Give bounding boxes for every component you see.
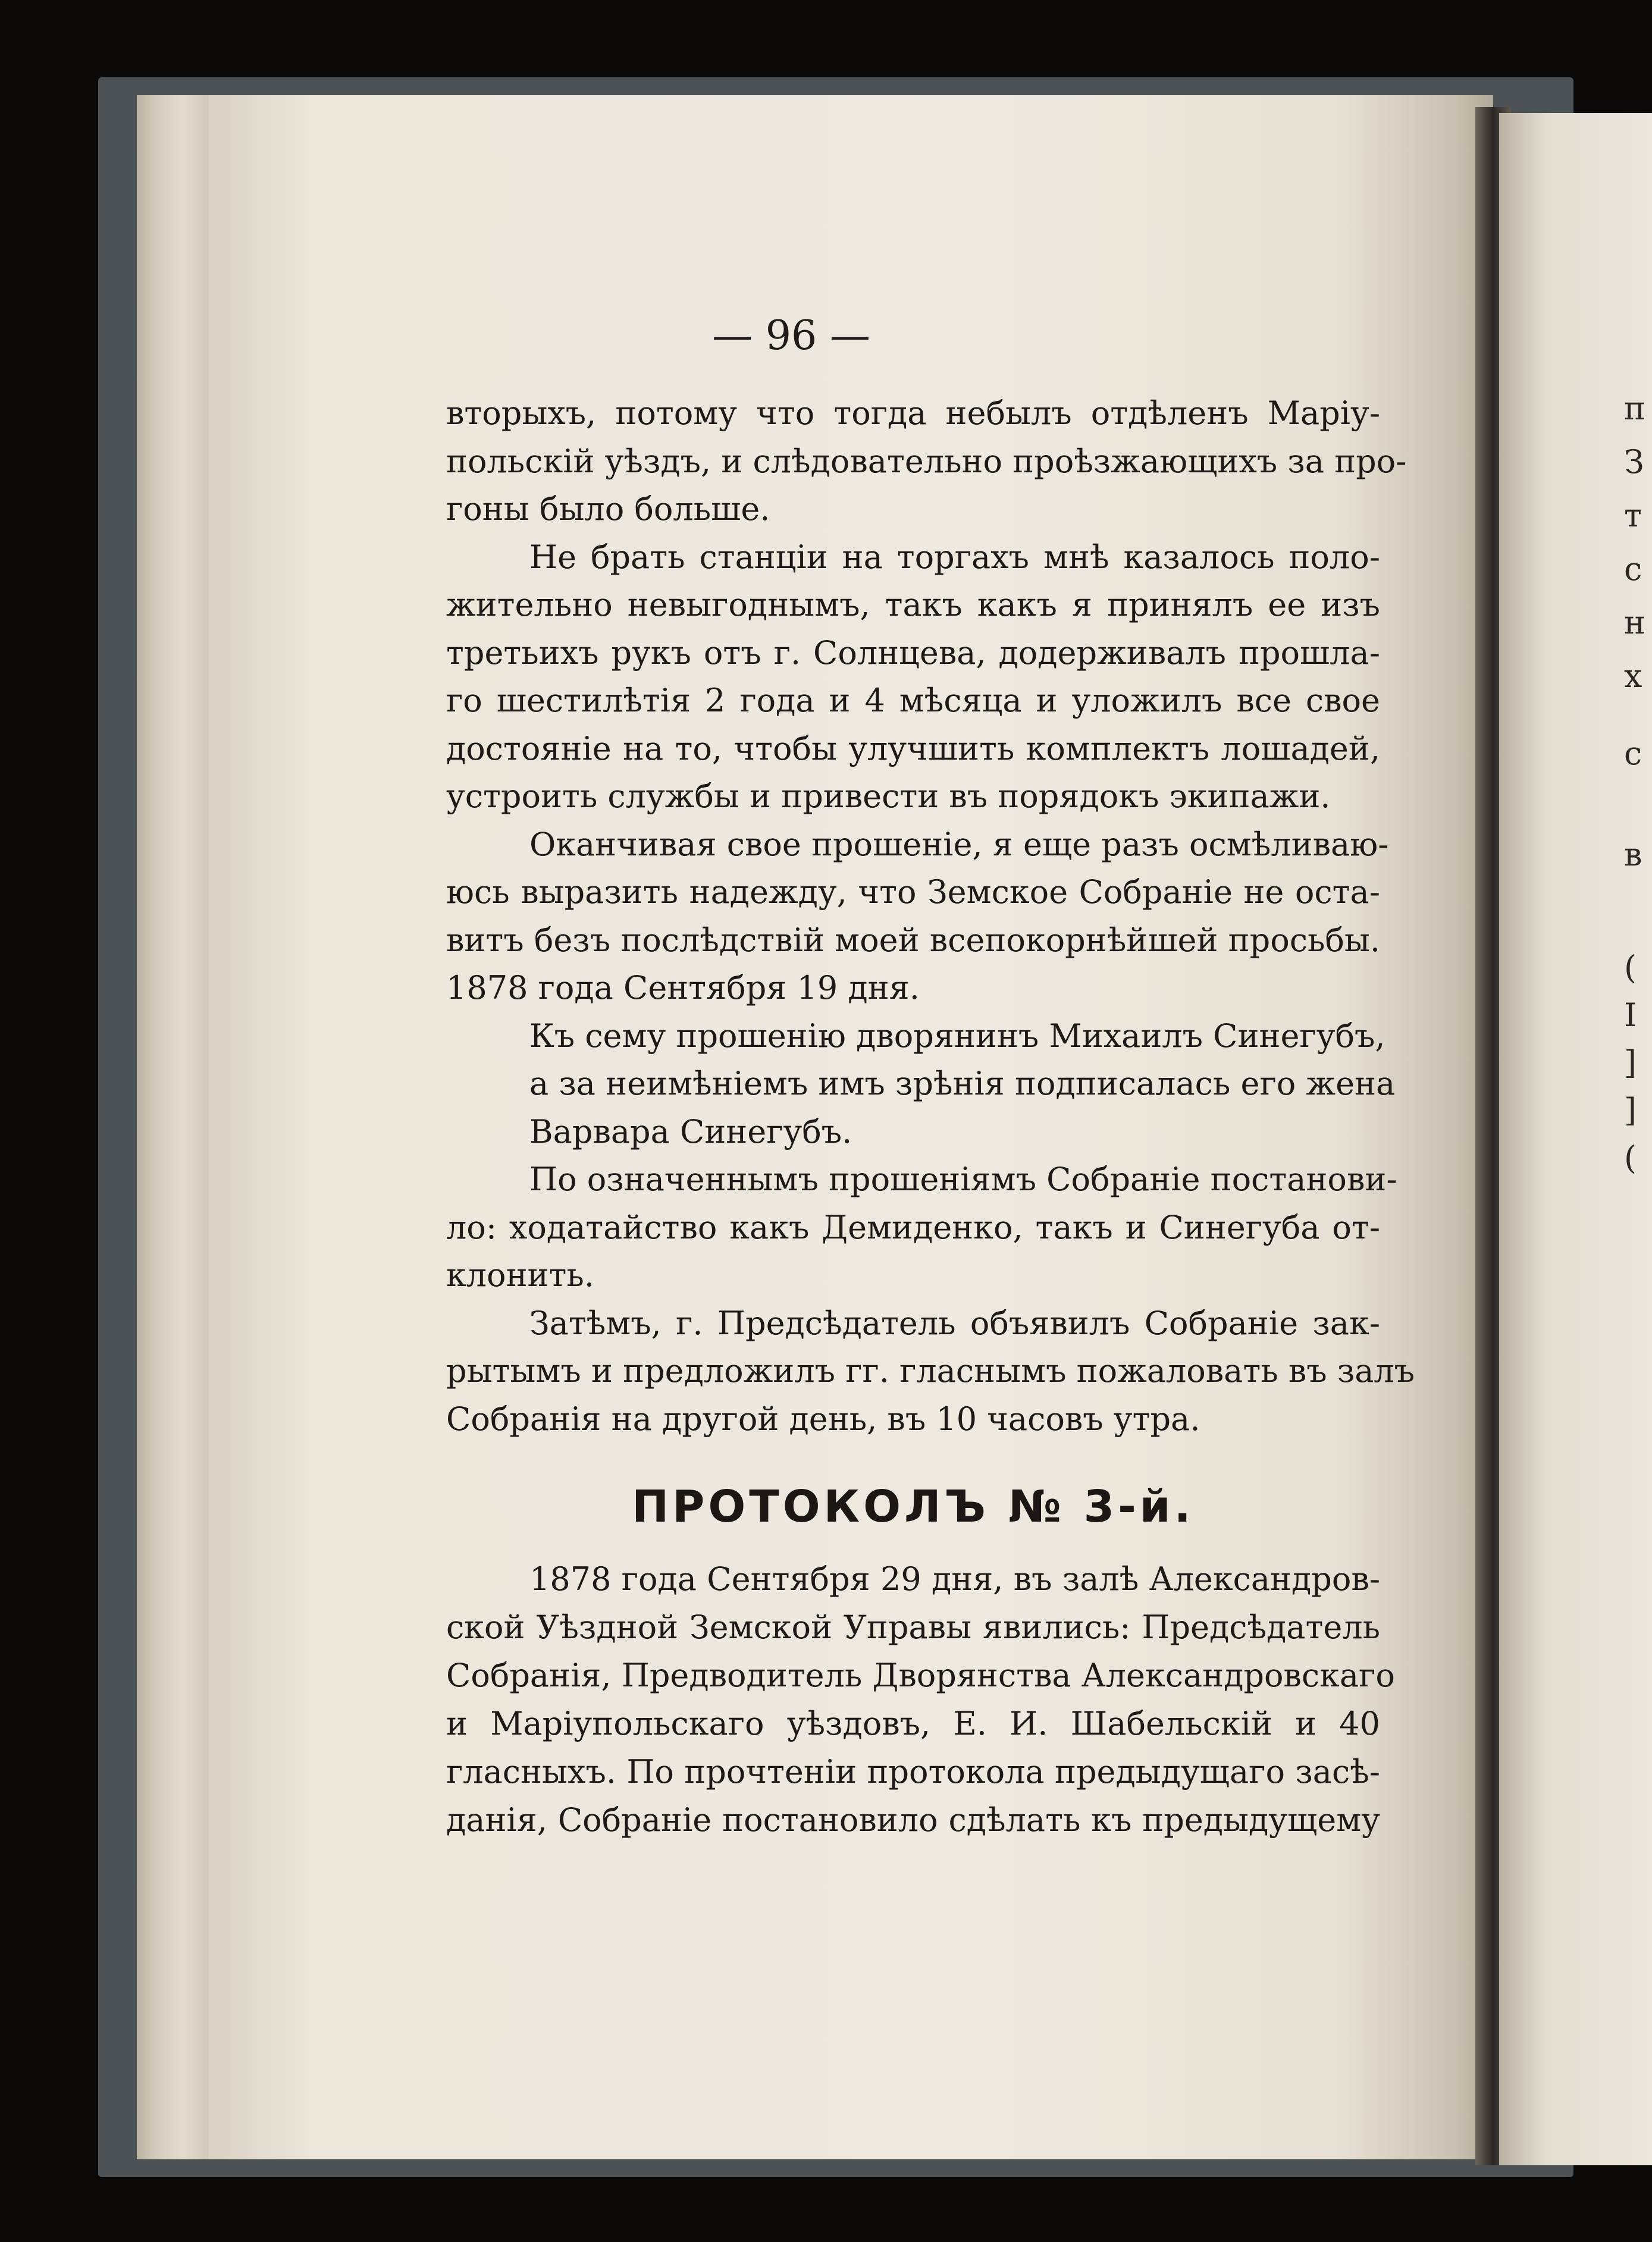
facing-page-char: н [1624,604,1645,641]
facing-page-char: ] [1624,1044,1637,1081]
text-line: третьихъ рукъ отъ г. Солнцева, додерживалъ прошла- [446,634,1380,672]
text-line: ло: ходатайство какъ Демиденко, такъ и Синегуба от- [446,1208,1380,1246]
facing-page-char: ( [1624,949,1637,986]
facing-page-char: I [1624,996,1637,1034]
text-line: Затѣмъ, г. Предсѣдатель объявилъ Собраніе зак- [529,1304,1380,1342]
text-line: По означеннымъ прошеніямъ Собраніе постанови- [529,1161,1397,1198]
facing-page-char: х [1624,657,1642,695]
text-line: вторыхъ, потому что тогда небылъ отдѣленъ Маріу- [446,394,1380,432]
facing-page-char: З [1624,443,1644,481]
text-line: клонить. [446,1256,594,1294]
page-stack-edge [137,95,214,2159]
text-line: го шестилѣтія 2 года и 4 мѣсяца и уложилъ все свое [446,682,1380,719]
text-line: гоны было больше. [446,490,770,528]
text-line: рытымъ и предложилъ гг. гласнымъ пожаловать въ залъ [446,1352,1415,1390]
text-line: витъ безъ послѣдствій моей всепокорнѣйшей просьбы. [446,921,1380,959]
facing-page-char: ( [1624,1139,1637,1177]
text-line: 1878 года Сентября 19 дня. [446,969,920,1006]
page-number: — 96 — [712,312,870,359]
text-line: ской Уѣздной Земской Управы явились: Предсѣдатель [446,1608,1380,1646]
text-line: Не брать станціи на торгахъ мнѣ казалось поло- [529,538,1380,576]
text-line: и Маріупольскаго уѣздовъ, Е. И. Шабельскій и 40 [446,1705,1380,1742]
facing-page-fragment [1499,113,1652,2165]
text-line: польскій уѣздъ, и слѣдовательно проѣзжающихъ за про- [446,442,1407,480]
text-line: Собранія на другой день, въ 10 часовъ утра. [446,1400,1200,1438]
facing-page-char: в [1624,836,1642,873]
text-line: 1878 года Сентября 29 дня, въ залѣ Александров- [529,1560,1380,1598]
facing-page-char: т [1624,497,1642,534]
text-line: гласныхъ. По прочтеніи протокола предыдущаго засѣ- [446,1753,1380,1791]
text-line: Собранія, Предводитель Дворянства Александровскаго [446,1657,1395,1694]
facing-page-char: п [1624,390,1645,427]
facing-page-char: с [1624,735,1642,772]
text-line: устроить службы и привести въ порядокъ экипажи. [446,777,1331,815]
text-line: Къ сему прошенію дворянинъ Михаилъ Синегубъ, [529,1017,1385,1055]
text-line: а за неимѣніемъ имъ зрѣнія подписалась его жена [529,1065,1396,1102]
text-line: данія, Собраніе постановило сдѣлать къ предыдущему [446,1801,1380,1839]
facing-page-char: ] [1624,1092,1637,1129]
text-line: жительно невыгоднымъ, такъ какъ я принялъ ее изъ [446,586,1380,623]
text-line: Оканчивая свое прошеніе, я еще разъ осмѣливаю- [529,825,1389,863]
facing-page-char: с [1624,550,1642,588]
text-line: Варвара Синегубъ. [529,1112,852,1150]
text-line: достояніе на то, чтобы улучшить комплектъ лошадей, [446,729,1380,767]
section-heading: ПРОТОКОЛЪ № 3-й. [632,1481,1195,1532]
text-line: юсь выразить надежду, что Земское Собраніе не оста- [446,873,1380,911]
